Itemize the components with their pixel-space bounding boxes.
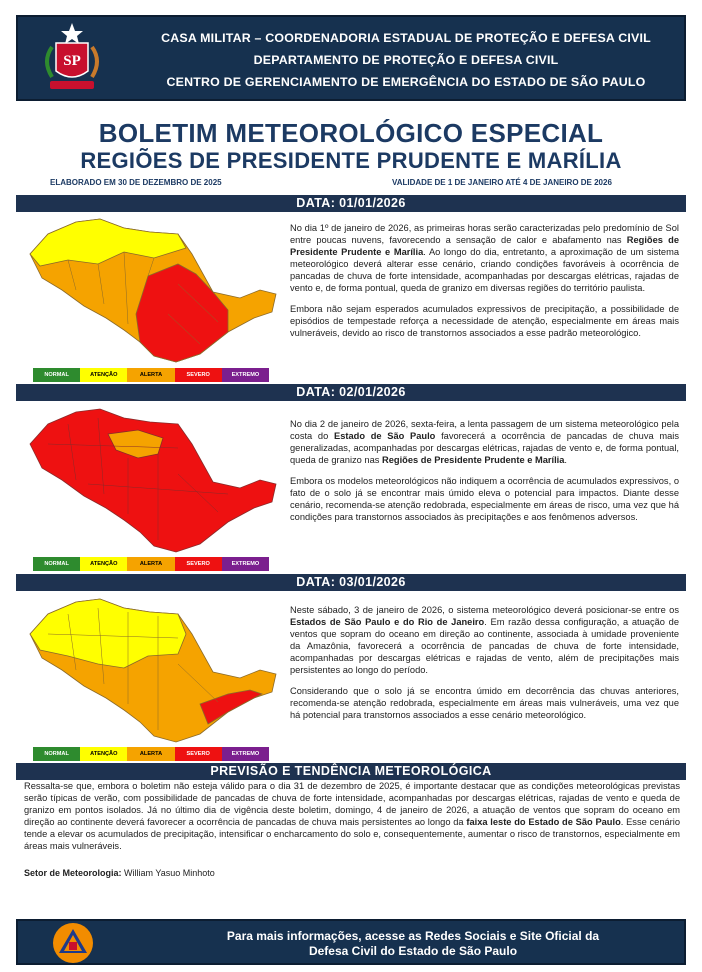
date-bar-day-1: DATA: 01/01/2026 bbox=[16, 195, 686, 212]
text-segment: favorecerá a ocorrência de pancadas de chuva mais generalizadas, acompanhadas por descargas elétricas, rajadas de vento e, de forma pontual, queda de granizo nas bbox=[290, 431, 680, 465]
day-2-paragraph-2: Embora os modelos meteorológicos não indiquem a ocorrência de acumulados expressivos, o fato de o solo já se encontrar mais úmido eleva o potencial para impactos. Diante desse cenário, recomenda-se atenção redobrada, especialmente em áreas de risco, uma vez que há condições para transtornos associados às precipitações e aos fenômenos adversos. bbox=[290, 476, 679, 522]
text-segment: . bbox=[564, 455, 567, 465]
alert-map-day-2 bbox=[28, 404, 278, 554]
day-1-paragraph-2: Embora não sejam esperados acumulados expressivos de precipitação, a possibilidade de episódios de tempestade reforça a necessidade de atenção, especialmente em áreas mais vulneráveis, devido ao risco de transtornos associados a esse padrão meteorológico. bbox=[290, 304, 679, 338]
legend-alerta: ALERTA bbox=[127, 557, 174, 571]
bold-text: faixa leste do Estado de São Paulo bbox=[466, 817, 621, 827]
alert-legend-day-3 bbox=[33, 747, 269, 761]
alert-map-day-3 bbox=[28, 594, 278, 744]
legend-severo: SEVERO bbox=[175, 747, 222, 761]
legend-severo: SEVERO bbox=[175, 368, 222, 382]
header-line-3: CENTRO DE GERENCIAMENTO DE EMERGÊNCIA DO ESTADO DE SÃO PAULO bbox=[166, 75, 646, 89]
legend-extremo: EXTREMO bbox=[222, 747, 269, 761]
sao-paulo-coat-of-arms-logo bbox=[24, 21, 120, 97]
footer-line-1: Para mais informações, acesse as Redes Sociais e Site Oficial da bbox=[226, 929, 600, 943]
footer-banner bbox=[16, 919, 686, 965]
setor-name: William Yasuo Minhoto bbox=[124, 868, 215, 878]
legend-extremo: EXTREMO bbox=[222, 368, 269, 382]
previsao-bar: PREVISÃO E TENDÊNCIA METEOROLÓGICA bbox=[16, 763, 686, 780]
text-segment: No dia 1º de janeiro de 2026, as primeiras horas serão caracterizadas pelo predomínio de Sol entre poucas nuvens, favorecendo a sensação de calor e abafamento nas bbox=[290, 223, 679, 245]
legend-alerta: ALERTA bbox=[127, 368, 174, 382]
setor-meteorologia bbox=[24, 868, 215, 878]
date-bar-day-2: DATA: 02/01/2026 bbox=[16, 384, 686, 401]
day-1-paragraph-1 bbox=[290, 222, 679, 294]
text-segment: Ressalta-se que, embora o boletim não esteja válido para o dia 31 de dezembro de 2025, é importante destacar que as condições meteorológicas previstas serão típicas de verão, com possibilidade de pancadas de chuva de forte intensidade, acompanhadas por descargas elétricas, rajadas de vento e queda de granizo em pontos isolados. Já no último dia de vigência deste boletim, domingo, 4 de janeiro de 2026, a atuação de ventos que sopram do oceano em direção ao continente deverá favorecer a ocorrência de pancadas de chuva mais persistentes ao longo da bbox=[24, 781, 680, 827]
svg-text:SP: SP bbox=[63, 53, 81, 69]
header-line-2: DEPARTAMENTO DE PROTEÇÃO E DEFESA CIVIL bbox=[253, 53, 559, 67]
forecast-text-day-2 bbox=[290, 418, 679, 532]
footer-line-2: Defesa Civil do Estado de São Paulo bbox=[308, 944, 518, 958]
day-3-paragraph-1 bbox=[290, 604, 679, 676]
legend-atencao: ATENÇÃO bbox=[80, 368, 127, 382]
legend-severo: SEVERO bbox=[175, 557, 222, 571]
alert-legend-day-2 bbox=[33, 557, 269, 571]
previsao-text bbox=[24, 780, 680, 852]
text-segment: Neste sábado, 3 de janeiro de 2026, o sistema meteorológico deverá posicionar-se entre os bbox=[290, 605, 679, 615]
alert-map-day-1 bbox=[28, 214, 278, 364]
elaborado-date: ELABORADO EM 30 DE DEZEMBRO DE 2025 bbox=[50, 178, 222, 187]
text-segment: . Em razão dessa configuração, a atuação de ventos que sopram do oceano em direção ao continente, associada à umidade proveniente da Amazônia, favorecerá a ocorrência de pancadas de chuva de forte intensidade, acompanhadas por descargas elétricas e rajadas de vento, além de precipitações mais persistentes ao longo do período. bbox=[290, 617, 679, 675]
bulletin-subtitle: REGIÕES DE PRESIDENTE PRUDENTE E MARÍLIA bbox=[80, 148, 622, 173]
setor-label: Setor de Meteorologia: bbox=[24, 868, 122, 878]
header-banner bbox=[16, 15, 686, 101]
bold-text: Regiões de Presidente Prudente e Marília bbox=[290, 235, 679, 257]
alert-legend-day-1 bbox=[33, 368, 269, 382]
text-segment: No dia 2 de janeiro de 2026, sexta-feira, a lenta passagem de um sistema meteorológico pela costa do bbox=[290, 419, 679, 441]
legend-atencao: ATENÇÃO bbox=[80, 747, 127, 761]
legend-atencao: ATENÇÃO bbox=[80, 557, 127, 571]
legend-alerta: ALERTA bbox=[127, 747, 174, 761]
day-3-paragraph-2: Considerando que o solo já se encontra úmido em decorrência das chuvas anteriores, recomenda-se atenção redobrada, especialmente em áreas mais vulneráveis, uma vez que há potencial para transtornos associados a esse cenário meteorológico. bbox=[290, 686, 679, 720]
forecast-text-day-3 bbox=[290, 604, 679, 730]
text-segment: . Ao longo do dia, entretanto, a aproximação de um sistema meteorológico deverá alterar esse cenário, criando condições favoráveis à ocorrência de pancadas de chuva de forte intensidade, acompanhadas por descargas elétricas, rajadas de vento e, de forma pontual, queda de granizo em diversas regiões do território paulista. bbox=[290, 247, 680, 293]
bulletin-title: BOLETIM METEOROLÓGICO ESPECIAL bbox=[98, 118, 604, 148]
legend-extremo: EXTREMO bbox=[222, 557, 269, 571]
forecast-text-day-1 bbox=[290, 222, 679, 348]
header-line-1: CASA MILITAR – COORDENADORIA ESTADUAL DE PROTEÇÃO E DEFESA CIVIL bbox=[161, 31, 651, 45]
date-bar-day-3: DATA: 03/01/2026 bbox=[16, 574, 686, 591]
defesa-civil-logo bbox=[52, 922, 94, 964]
legend-normal: NORMAL bbox=[33, 557, 80, 571]
bold-text: Estados de São Paulo e do Rio de Janeiro bbox=[290, 617, 485, 627]
text-segment: . Esse cenário tende a elevar os acumulados de precipitação, intensificar o encharcamento do solo e, consequentemente, aumentar o risco de transtornos, especialmente em áreas mais vulneráveis. bbox=[24, 817, 680, 851]
day-2-paragraph-1 bbox=[290, 418, 679, 466]
bold-text: Regiões de Presidente Prudente e Marília bbox=[382, 455, 565, 465]
validade-period: VALIDADE DE 1 DE JANEIRO ATÉ 4 DE JANEIRO DE 2026 bbox=[392, 178, 612, 187]
legend-normal: NORMAL bbox=[33, 368, 80, 382]
legend-normal: NORMAL bbox=[33, 747, 80, 761]
bold-text: Estado de São Paulo bbox=[334, 431, 436, 441]
